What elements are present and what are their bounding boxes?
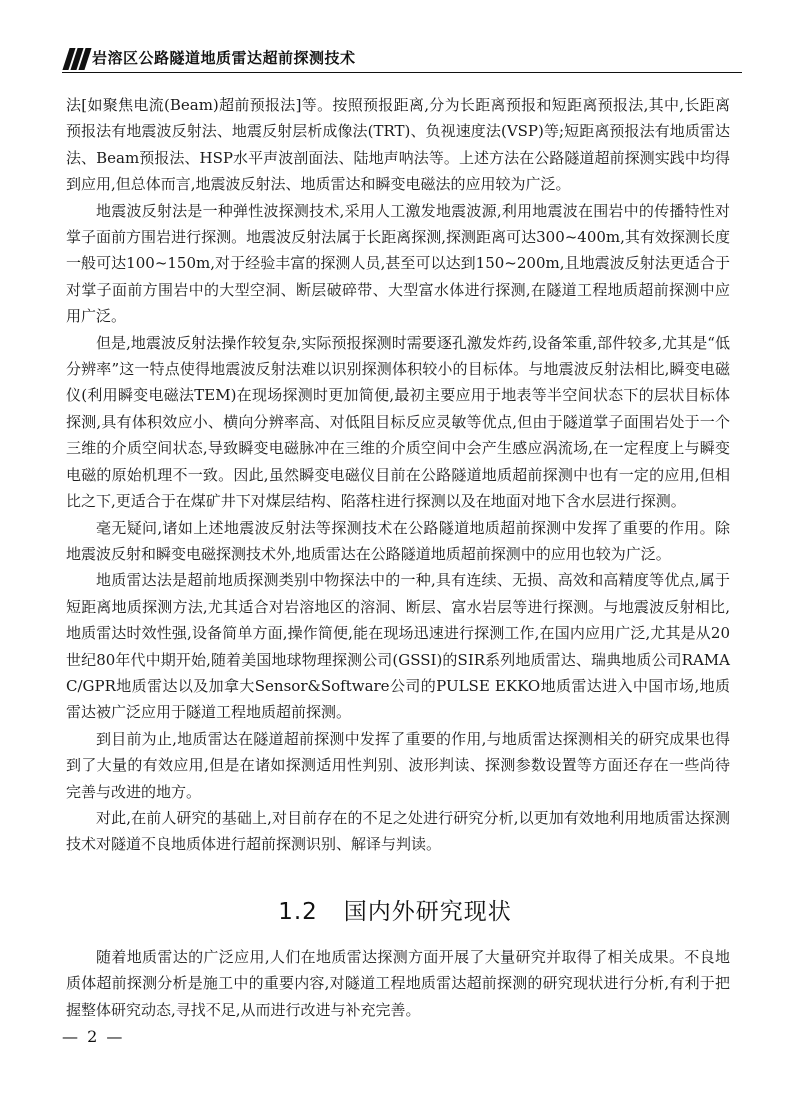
paragraph: 但是,地震波反射法操作较复杂,实际预报探测时需要逐孔激发炸药,设备笨重,部件较多,尤其是“低分辨率”这一特点使得地震波反射法难以识别探测体积较小的目标体。与地震波反射法相比,瞬变电磁仪(利用瞬变电磁法TEM)在现场探测时更加简便,最初主要应用于地表等半空间状态下的层状目标体探测,具有体积效应小、横向分辨率高、对低阻目标反应灵敏等优点,但由于隧道掌子面围岩处于一个三维的介质空间状态,导致瞬变电磁脉冲在三维的介质空间中会产生感应涡流场,在一定程度上与瞬变电磁的原始机理不一致。因此,虽然瞬变电磁仪目前在公路隧道地质超前探测中也有一定的应用,但相比之下,更适合于在煤矿井下对煤层结构、陷落柱进行探测以及在地面对地下含水层进行探测。: [66, 333, 730, 511]
section-heading: [0, 893, 790, 926]
paragraph: 到目前为止,地质雷达在隧道超前探测中发挥了重要的作用,与地质雷达探测相关的研究成果也得到了大量的有效应用,但是在诸如探测适用性判别、波形判读、探测参数设置等方面还存在一些尚待完善与改进的地方。: [66, 729, 730, 801]
body-text-top: [66, 92, 730, 858]
paragraph: 毫无疑问,诸如上述地震波反射法等探测技术在公路隧道地质超前探测中发挥了重要的作用。除地震波反射和瞬变电磁探测技术外,地质雷达在公路隧道地质超前探测中的应用也较为广泛。: [66, 518, 730, 563]
header-bars-icon: [62, 48, 88, 70]
paragraph: 地震波反射法是一种弹性波探测技术,采用人工激发地震波源,利用地震波在围岩中的传播特性对掌子面前方围岩进行探测。地震波反射法属于长距离探测,探测距离可达300~400m,其有效探测长度一般可达100~150m,对于经验丰富的探测人员,甚至可以达到150~200m,且地震波反射法更适合于对掌子面前方围岩中的大型空洞、断层破碎带、大型富水体进行探测,在隧道工程地质超前探测中应用广泛。: [66, 201, 730, 326]
header-divider: [62, 72, 742, 73]
section-title: 国内外研究现状: [343, 899, 512, 925]
paragraph: 随着地质雷达的广泛应用,人们在地质雷达探测方面开展了大量研究并取得了相关成果。不良地质体超前探测分析是施工中的重要内容,对隧道工程地质雷达超前探测的研究现状进行分析,有利于把握整体研究动态,寻找不足,从而进行改进与补充完善。: [66, 948, 730, 1019]
paragraph: 地质雷达法是超前地质探测类别中物探法中的一种,具有连续、无损、高效和高精度等优点,属于短距离地质探测方法,尤其适合对岩溶地区的溶洞、断层、富水岩层等进行探测。与地震波反射相比,地质雷达时效性强,设备简单方面,操作简便,能在现场迅速进行探测工作,在国内应用广泛,尤其是从20世纪80年代中期开始,随着美国地球物理探测公司(GSSI)的SIR系列地质雷达、瑞典地质公司RAMAC/GPR地质雷达以及加拿大Sensor&Software公司的PULSE EKKO地质雷达进入中国市场,地质雷达被广泛应用于隧道工程地质超前探测。: [66, 571, 730, 722]
page-number: — 2 —: [62, 1027, 125, 1046]
section-number: 1.2: [278, 899, 318, 925]
paragraph: 法[如聚焦电流(Beam)超前预报法]等。按照预报距离,分为长距离预报和短距离预报法,其中,长距离预报法有地震波反射法、地震反射层析成像法(TRT)、负视速度法(VSP)等;短距离预报法有地质雷达法、Beam预报法、HSP水平声波剖面法、陆地声呐法等。上述方法在公路隧道超前探测实践中均得到应用,但总体而言,地震波反射法、地质雷达和瞬变电磁法的应用较为广泛。: [66, 96, 730, 194]
running-header: [62, 44, 742, 72]
book-title: 岩溶区公路隧道地质雷达超前探测技术: [92, 49, 356, 67]
paragraph: 对此,在前人研究的基础上,对目前存在的不足之处进行研究分析,以更加有效地利用地质雷达探测技术对隧道不良地质体进行超前探测识别、解译与判读。: [66, 808, 730, 854]
body-text-bottom: [66, 944, 730, 1023]
